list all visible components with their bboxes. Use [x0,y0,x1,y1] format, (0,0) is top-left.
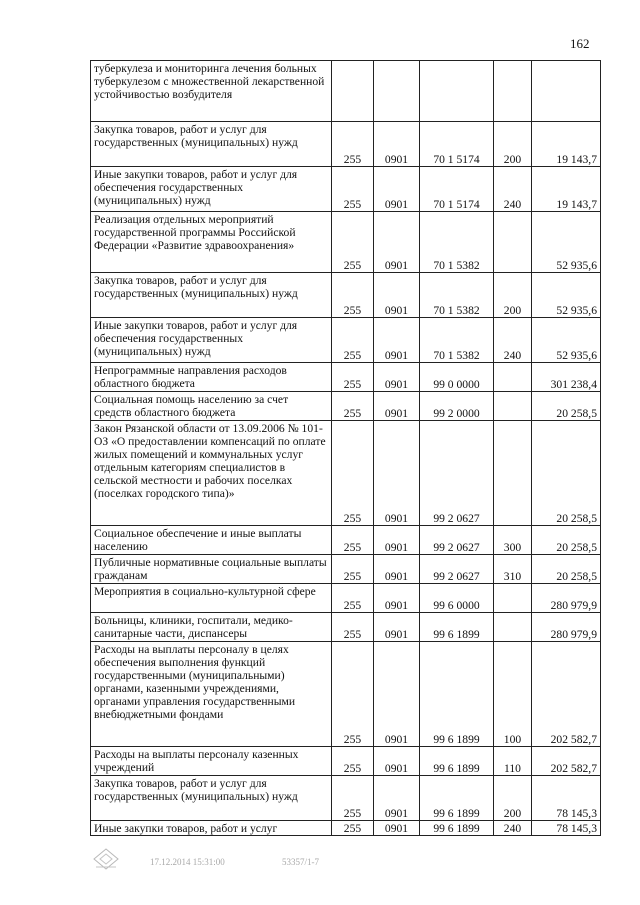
table-row [91,122,601,167]
expense-code: 300 [494,526,532,555]
table-row [91,318,601,363]
target-code: 70 1 5382 [420,318,494,363]
amount: 202 582,7 [532,642,601,747]
ministry-code: 255 [332,776,374,821]
amount [532,61,601,122]
ministry-code: 255 [332,122,374,167]
ministry-code: 255 [332,273,374,318]
target-code: 70 1 5382 [420,273,494,318]
table-row [91,821,601,836]
section-code: 0901 [374,318,420,363]
expense-code: 310 [494,555,532,584]
table-row [91,421,601,526]
ministry-code: 255 [332,555,374,584]
budget-table [90,60,601,836]
section-code: 0901 [374,747,420,776]
expense-code [494,212,532,273]
expense-code: 100 [494,642,532,747]
expense-code: 240 [494,167,532,212]
amount: 19 143,7 [532,167,601,212]
page-number: 162 [570,36,590,51]
ministry-code: 255 [332,526,374,555]
section-code: 0901 [374,642,420,747]
section-code: 0901 [374,122,420,167]
amount: 202 582,7 [532,747,601,776]
row-name: Публичные нормативные социальные выплаты гражданам [91,555,332,584]
target-code: 99 2 0627 [420,526,494,555]
ministry-code: 255 [332,363,374,392]
section-code: 0901 [374,392,420,421]
amount: 52 935,6 [532,273,601,318]
row-name: Реализация отдельных мероприятий государственной программы Российской Федерации «Развитие здравоохранения» [91,212,332,273]
footer-date: 17.12.2014 15:31:00 [150,857,225,867]
amount: 19 143,7 [532,122,601,167]
page-footer [92,848,612,878]
ministry-code: 255 [332,167,374,212]
table-row [91,273,601,318]
row-name: Больницы, клиники, госпитали, медико-санитарные части, диспансеры [91,613,332,642]
row-name: Закупка товаров, работ и услуг для государственных (муниципальных) нужд [91,776,332,821]
section-code: 0901 [374,613,420,642]
table-row [91,212,601,273]
expense-code [494,421,532,526]
expense-code [494,61,532,122]
section-code: 0901 [374,776,420,821]
amount: 301 238,4 [532,363,601,392]
table-row [91,526,601,555]
expense-code [494,613,532,642]
amount: 280 979,9 [532,613,601,642]
amount: 20 258,5 [532,526,601,555]
target-code: 99 2 0000 [420,392,494,421]
amount: 20 258,5 [532,421,601,526]
row-name: Расходы на выплаты персоналу в целях обеспечения выполнения функций государственными (муниципальными) органами, казенными учреждениями, органами управления государственными внебюджетными фондами [91,642,332,747]
row-name: Расходы на выплаты персоналу казенных учреждений [91,747,332,776]
target-code: 70 1 5174 [420,167,494,212]
table-row [91,642,601,747]
row-name: Закупка товаров, работ и услуг для государственных (муниципальных) нужд [91,273,332,318]
target-code [420,61,494,122]
target-code: 99 0 0000 [420,363,494,392]
row-name: Иные закупки товаров, работ и услуг для обеспечения государственных (муниципальных) нужд [91,318,332,363]
target-code: 99 6 1899 [420,776,494,821]
table-row [91,392,601,421]
target-code: 70 1 5174 [420,122,494,167]
section-code: 0901 [374,273,420,318]
row-name: туберкулеза и мониторинга лечения больных туберкулезом с множественной лекарственной устойчивостью возбудителя [91,61,332,122]
row-name: Непрограммные направления расходов областного бюджета [91,363,332,392]
section-code: 0901 [374,212,420,273]
target-code: 70 1 5382 [420,212,494,273]
section-code: 0901 [374,167,420,212]
expense-code: 240 [494,318,532,363]
ministry-code: 255 [332,318,374,363]
table-row [91,555,601,584]
target-code: 99 2 0627 [420,421,494,526]
ministry-code: 255 [332,421,374,526]
amount: 52 935,6 [532,318,601,363]
target-code: 99 2 0627 [420,555,494,584]
section-code: 0901 [374,555,420,584]
amount: 20 258,5 [532,555,601,584]
expense-code: 200 [494,273,532,318]
section-code: 0901 [374,526,420,555]
amount: 52 935,6 [532,212,601,273]
target-code: 99 6 1899 [420,613,494,642]
table-row [91,167,601,212]
ministry-code: 255 [332,613,374,642]
expense-code: 110 [494,747,532,776]
target-code: 99 6 1899 [420,747,494,776]
target-code: 99 6 1899 [420,821,494,836]
expense-code [494,584,532,613]
amount: 78 145,3 [532,776,601,821]
row-name: Иные закупки товаров, работ и услуг для обеспечения государственных (муниципальных) нужд [91,167,332,212]
table-row [91,613,601,642]
row-name: Закупка товаров, работ и услуг для государственных (муниципальных) нужд [91,122,332,167]
document-stamp-icon [92,848,120,870]
budget-table-body [91,61,601,836]
target-code: 99 6 1899 [420,642,494,747]
section-code [374,61,420,122]
amount: 78 145,3 [532,821,601,836]
ministry-code: 255 [332,747,374,776]
ministry-code: 255 [332,212,374,273]
footer-code: 53357/1-7 [282,857,319,867]
section-code: 0901 [374,821,420,836]
section-code: 0901 [374,421,420,526]
section-code: 0901 [374,363,420,392]
section-code: 0901 [374,584,420,613]
table-row [91,776,601,821]
row-name: Закон Рязанской области от 13.09.2006 № 101-ОЗ «О предоставлении компенсаций по оплате жилых помещений и коммунальных услуг отдельным категориям специалистов в сельской местности и рабочих поселках (поселках городского типа)» [91,421,332,526]
ministry-code: 255 [332,584,374,613]
target-code: 99 6 0000 [420,584,494,613]
expense-code [494,363,532,392]
expense-code: 200 [494,776,532,821]
table-row [91,363,601,392]
row-name: Иные закупки товаров, работ и услуг [91,821,332,836]
table-row [91,584,601,613]
amount: 280 979,9 [532,584,601,613]
ministry-code: 255 [332,642,374,747]
expense-code: 200 [494,122,532,167]
ministry-code [332,61,374,122]
table-row [91,61,601,122]
expense-code: 240 [494,821,532,836]
ministry-code: 255 [332,392,374,421]
row-name: Мероприятия в социально-культурной сфере [91,584,332,613]
row-name: Социальная помощь населению за счет средств областного бюджета [91,392,332,421]
ministry-code: 255 [332,821,374,836]
table-row [91,747,601,776]
expense-code [494,392,532,421]
amount: 20 258,5 [532,392,601,421]
row-name: Социальное обеспечение и иные выплаты населению [91,526,332,555]
